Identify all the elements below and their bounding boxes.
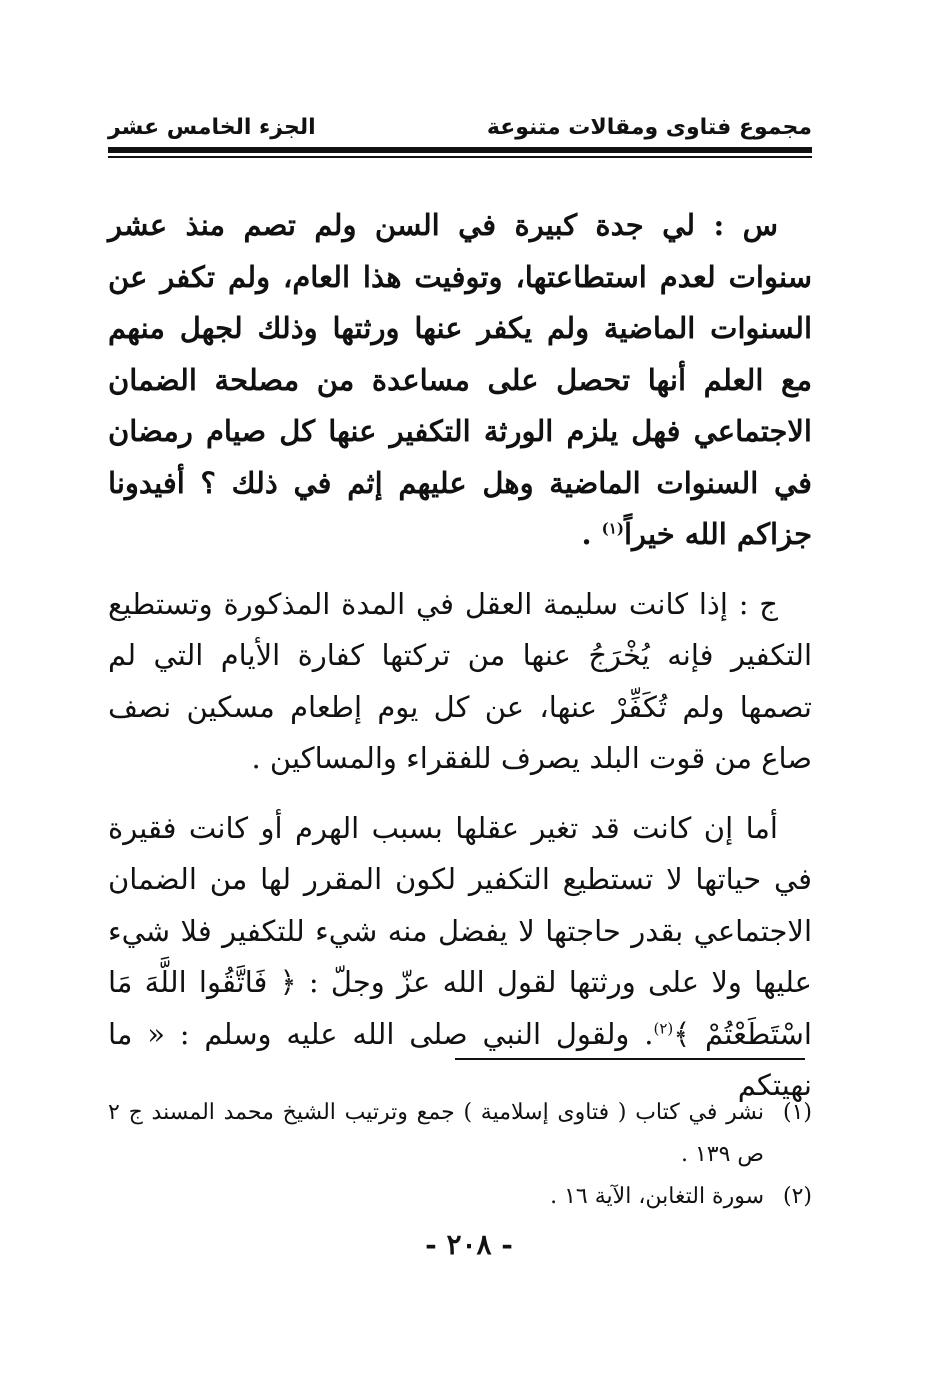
- book-title: مجموع فتاوى ومقالات متنوعة: [486, 115, 812, 140]
- footnote-number: (٢): [782, 1184, 812, 1209]
- running-header: [108, 108, 812, 140]
- footnote-ref-2: (٢): [653, 1018, 674, 1037]
- footnote-1: [108, 1092, 812, 1176]
- answer-paragraph-2: [108, 803, 812, 1112]
- answer-text-2: أما إن كانت قد تغير عقلها بسبب الهرم أو كانت فقيرة في حياتها لا تستطيع التكفير لكون المقرر لها من الضمان الاجتماعي بقدر حاجتها لا يفضل منه شيء للتكفير فلا شيء عليها ولا على ورثتها لقول الله عزّ وجلّ : ﴿ فَاتَّقُوا اللَّهَ مَا اسْتَطَعْتُمْ ﴾: [108, 810, 812, 1051]
- footnote-text: سورة التغابن، الآية ١٦ .: [550, 1184, 764, 1209]
- question-paragraph: [108, 200, 812, 561]
- footnote-2: [108, 1176, 812, 1218]
- question-end: .: [581, 517, 602, 551]
- page-number: - ٢٠٨ -: [425, 1228, 513, 1261]
- footnote-ref-1: (١): [601, 519, 624, 538]
- footnote-separator: [455, 1058, 805, 1060]
- footnotes: [108, 1092, 812, 1218]
- question-text: س : لي جدة كبيرة في السن ولم تصم منذ عشر سنوات لعدم استطاعتها، وتوفيت هذا العام، ولم تكفر عن السنوات الماضية ولم يكفر عنها ورثتها وذلك لجهل منهم مع العلم أنها تحصل على مساعدة من مصلحة الضمان الاجتماعي فهل يلزم الورثة التكفير عنها كل صيام رمضان في السنوات الماضية وهل عليهم إثم في ذلك ؟ أفيدونا جزاكم الله خيراً: [108, 208, 812, 551]
- answer-text-2-end: . ولقول النبي صلى الله عليه وسلم : « ما نهيتكم: [108, 1016, 812, 1102]
- header-rule-thick: [108, 147, 812, 153]
- header-rule-thin: [108, 156, 812, 158]
- answer-text-1: ج : إذا كانت سليمة العقل في المدة المذكورة وتستطيع التكفير فإنه يُخْرَجُ عنها من تركتها كفارة الأيام التي لم تصمها ولم تُكَفِّرْ عنها، عن كل يوم إطعام مسكين نصف صاع من قوت البلد يصرف للفقراء والمساكين .: [108, 586, 812, 775]
- main-text: [108, 200, 812, 1112]
- footnote-number: (١): [782, 1100, 812, 1125]
- volume-label: الجزء الخامس عشر: [108, 115, 316, 140]
- answer-paragraph-1: [108, 579, 812, 785]
- footnote-text: نشر في كتاب ( فتاوى إسلامية ) جمع وترتيب الشيخ محمد المسند ج ٢ ص ١٣٩ .: [108, 1100, 764, 1167]
